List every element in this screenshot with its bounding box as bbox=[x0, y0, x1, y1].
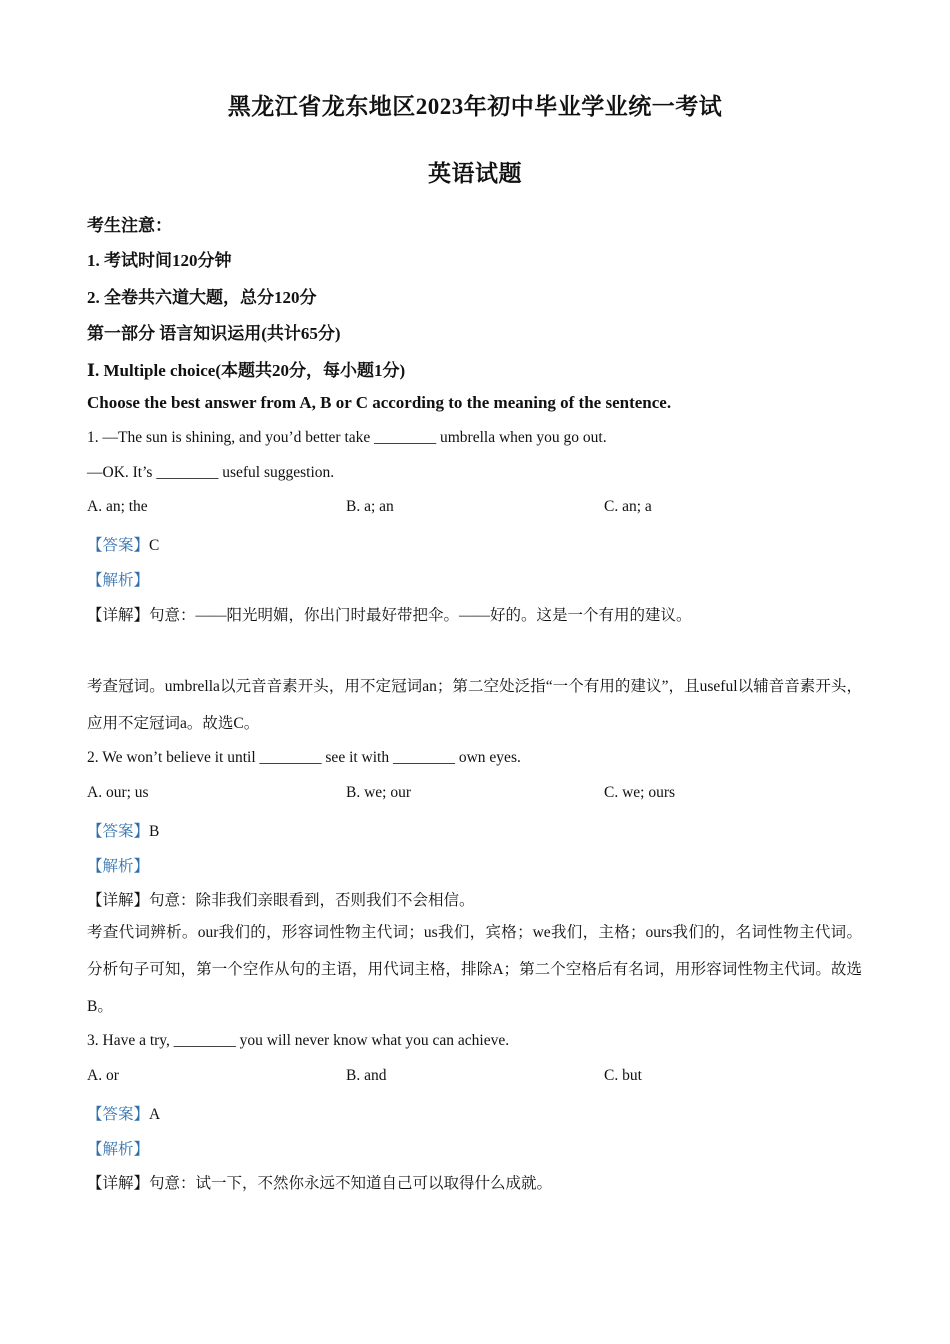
answer-line bbox=[87, 533, 862, 555]
detail-label: 【详解】 bbox=[87, 892, 150, 909]
question-stem: —OK. It’s ________ useful suggestion. bbox=[87, 464, 335, 481]
detail-label: 【详解】 bbox=[87, 1175, 150, 1192]
option-b: B. we; our bbox=[346, 784, 412, 801]
analysis-line bbox=[87, 568, 862, 590]
explanation-text: 考查代词辨析。our我们的，形容词性物主代词；us我们，宾格；we我们，主格；ours我们的，名词性物主代词。分析句子可知，第一个空作从句的主语，用代词主格，排除A；第二个空格后有名词，用形容词性物主代词。故选B。 bbox=[87, 924, 862, 1015]
detail-line bbox=[87, 888, 862, 910]
analysis-line bbox=[87, 854, 862, 876]
answer-value: A bbox=[149, 1106, 161, 1123]
analysis-label: 【解析】 bbox=[87, 572, 150, 589]
detail-line bbox=[87, 1171, 862, 1193]
part-heading: 第一部分 语言知识运用(共计65分) bbox=[87, 324, 341, 343]
option-b: B. and bbox=[346, 1067, 387, 1084]
detail-text: 句意：除非我们亲眼看到，否则我们不会相信。 bbox=[149, 892, 475, 909]
option-a: A. or bbox=[87, 1067, 119, 1084]
notice-item: 1. 考试时间120分钟 bbox=[87, 251, 232, 270]
question-stem: 1. —The sun is shining, and you’d better take ________ umbrella when you go out. bbox=[87, 429, 607, 446]
section-heading: Ⅰ. Multiple choice(本题共20分，每小题1分) bbox=[87, 361, 406, 380]
option-c: C. an; a bbox=[604, 498, 652, 515]
answer-value: B bbox=[149, 823, 160, 840]
option-b: B. a; an bbox=[346, 498, 394, 515]
answer-label: 【答案】 bbox=[87, 537, 150, 554]
option-c: C. but bbox=[604, 1067, 642, 1084]
explanation-text: 考查冠词。umbrella以元音音素开头，用不定冠词an；第二空处泛指“一个有用的建议”，且useful以辅音音素开头，应用不定冠词a。故选C。 bbox=[87, 678, 862, 732]
exam-title: 黑龙江省龙东地区2023年初中毕业学业统一考试 bbox=[227, 94, 723, 119]
detail-text: 句意：试一下，不然你永远不知道自己可以取得什么成就。 bbox=[149, 1175, 553, 1192]
analysis-label: 【解析】 bbox=[87, 1141, 150, 1158]
instruction: Choose the best answer from A, B or C according to the meaning of the sentence. bbox=[87, 393, 672, 412]
question-stem: 3. Have a try, ________ you will never know what you can achieve. bbox=[87, 1032, 510, 1049]
option-a: A. an; the bbox=[87, 498, 148, 515]
answer-value: C bbox=[149, 537, 160, 554]
detail-label: 【详解】 bbox=[87, 607, 150, 624]
notice-item: 2. 全卷共六道大题，总分120分 bbox=[87, 288, 317, 307]
question-stem: 2. We won’t believe it until ________ see it with ________ own eyes. bbox=[87, 749, 521, 766]
answer-line bbox=[87, 819, 862, 841]
analysis-label: 【解析】 bbox=[87, 858, 150, 875]
option-c: C. we; ours bbox=[604, 784, 676, 801]
detail-line bbox=[87, 603, 862, 625]
exam-subtitle: 英语试题 bbox=[428, 161, 522, 186]
answer-line bbox=[87, 1102, 862, 1124]
answer-label: 【答案】 bbox=[87, 823, 150, 840]
analysis-line bbox=[87, 1137, 862, 1159]
answer-label: 【答案】 bbox=[87, 1106, 150, 1123]
detail-text: 句意：——阳光明媚，你出门时最好带把伞。——好的。这是一个有用的建议。 bbox=[149, 607, 692, 624]
notice-heading: 考生注意： bbox=[87, 216, 172, 235]
option-a: A. our; us bbox=[87, 784, 149, 801]
